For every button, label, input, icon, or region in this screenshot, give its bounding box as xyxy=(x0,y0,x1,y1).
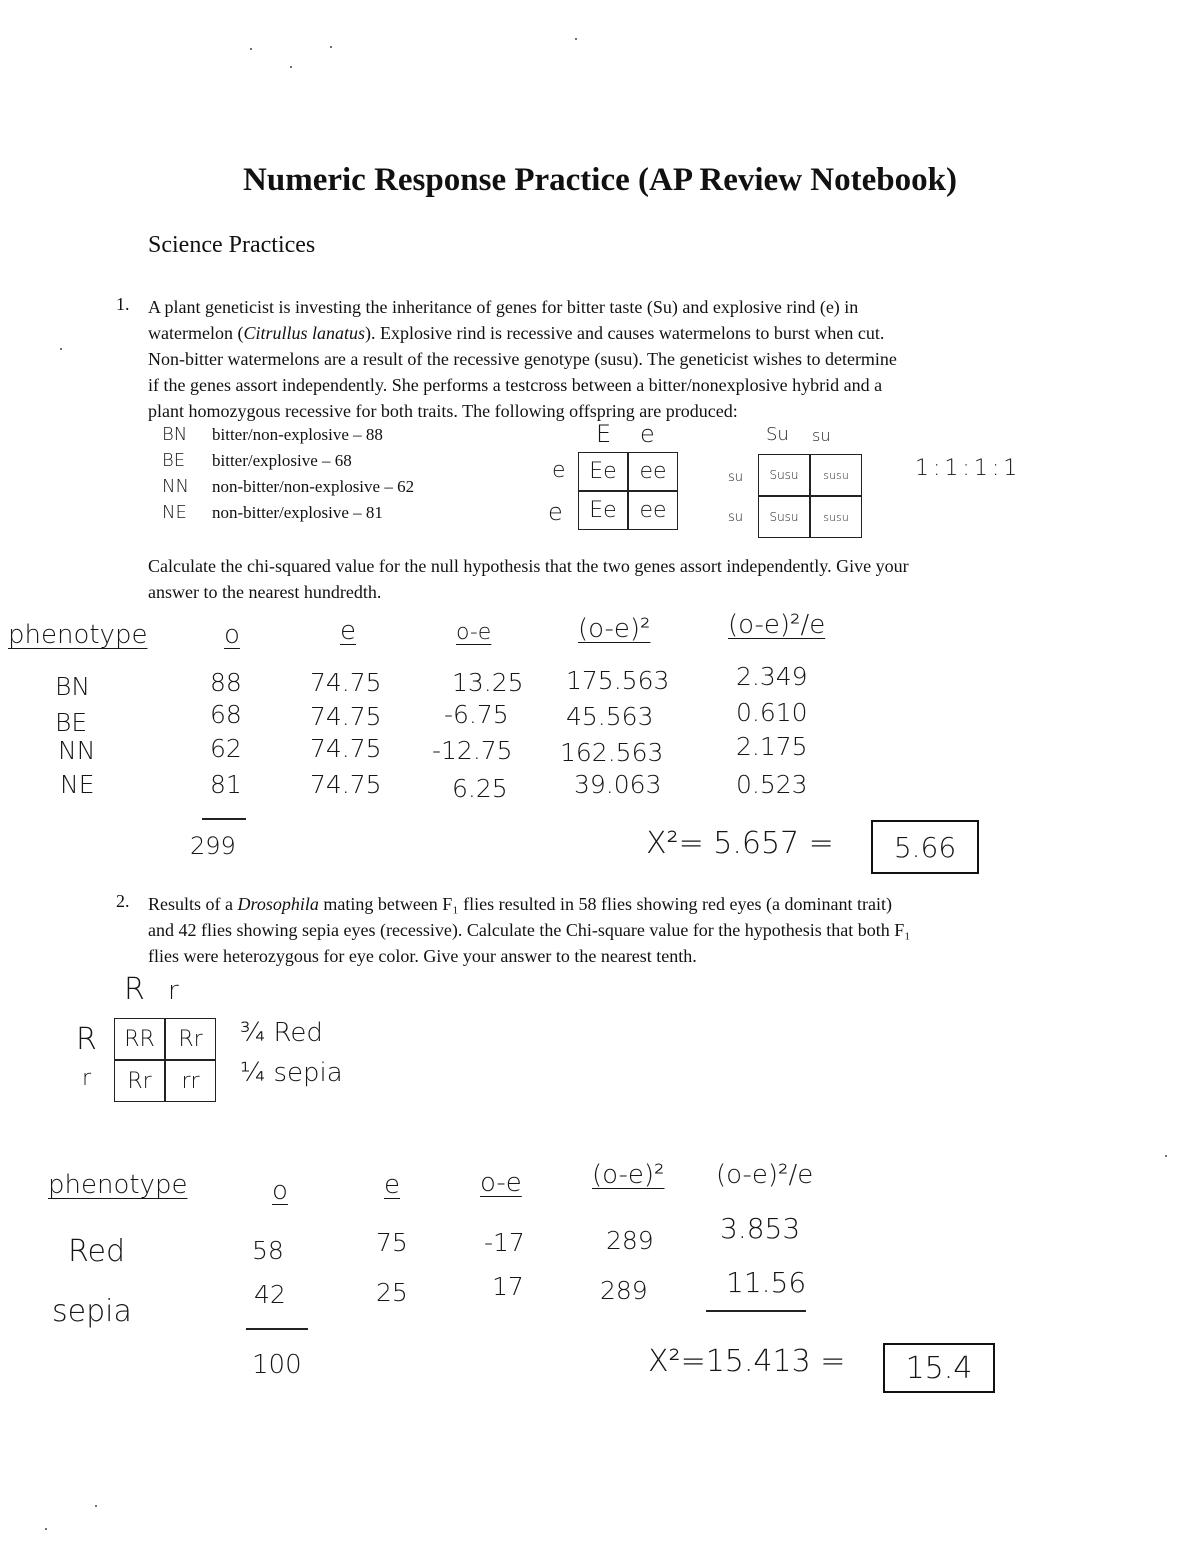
q1-line: watermelon (Citrullus lanatus). Explosive rind is recessive and causes watermelons to burst when cut. xyxy=(148,323,885,343)
punnett-cell: susu xyxy=(810,454,862,496)
question-number: 1. xyxy=(116,294,130,314)
q1-line: plant homozygous recessive for both traits. The following offspring are produced: xyxy=(148,401,738,421)
q1-line: Non-bitter watermelons are a result of the recessive genotype (susu). The geneticist wishes to determine xyxy=(148,349,897,369)
header-expected: e xyxy=(340,616,356,646)
header-phenotype: phenotype xyxy=(48,1170,188,1200)
page-title: Numeric Response Practice (AP Review Notebook) xyxy=(243,162,957,198)
speck xyxy=(45,1528,47,1530)
header-expected: e xyxy=(384,1170,400,1200)
row-phenotype: Red xyxy=(68,1234,125,1269)
q1-prompt: Calculate the chi-squared value for the null hypothesis that the two genes assort independently. Give your answer to the nearest hundredth. xyxy=(148,556,909,602)
punnett-col-label: r xyxy=(168,976,179,1006)
question-number: 2. xyxy=(116,891,130,911)
punnett-row-label: r xyxy=(82,1066,92,1091)
punnett-row-label: e xyxy=(548,498,563,526)
punnett-row-label: su xyxy=(728,510,744,525)
row-chi-term: 3.853 xyxy=(720,1212,801,1245)
row-expected: 74.75 xyxy=(310,734,382,763)
punnett-square-su xyxy=(758,454,862,538)
q2-line: and 42 flies showing sepia eyes (recessive). Calculate the Chi-square value for the hypothesis that both F₁ xyxy=(148,920,911,940)
row-square: 39.063 xyxy=(574,770,662,799)
total-observed: 299 xyxy=(190,832,236,860)
punnett-row-label: su xyxy=(728,470,744,485)
row-diff: 6.25 xyxy=(452,774,508,803)
punnett-cell: susu xyxy=(810,496,862,538)
row-square: 162.563 xyxy=(560,738,664,767)
q2-line: Results of a Drosophila mating between F₁ flies resulted in 58 flies showing red eyes (a dominant trait) xyxy=(148,894,892,914)
row-chi-term: 11.56 xyxy=(726,1266,807,1299)
row-observed: 68 xyxy=(210,700,242,729)
row-diff: 17 xyxy=(492,1272,524,1301)
row-observed: 62 xyxy=(210,734,242,763)
answer-box: 15.4 xyxy=(883,1343,995,1393)
fraction-red: ¾ Red xyxy=(240,1018,323,1048)
section-heading: Science Practices xyxy=(148,232,316,258)
row-square: 45.563 xyxy=(566,702,654,731)
row-observed: 42 xyxy=(254,1280,286,1309)
offspring-item: non-bitter/explosive – 81 xyxy=(212,503,383,522)
punnett-row-label: R xyxy=(76,1022,97,1057)
header-observed: o xyxy=(272,1176,288,1206)
row-expected: 75 xyxy=(376,1228,408,1257)
header-observed: o xyxy=(224,620,240,650)
punnett-cell: ee xyxy=(628,491,678,530)
row-diff: -12.75 xyxy=(432,736,513,765)
punnett-col-label: E xyxy=(596,420,612,448)
header-o-minus-e: o-e xyxy=(456,620,492,645)
row-expected: 25 xyxy=(376,1278,408,1307)
sum-line xyxy=(246,1328,308,1330)
speck xyxy=(290,66,292,68)
row-chi-term: 0.523 xyxy=(736,770,808,799)
row-expected: 74.75 xyxy=(310,702,382,731)
speck xyxy=(60,348,62,350)
row-phenotype: BN xyxy=(55,672,91,701)
q2-line: flies were heterozygous for eye color. Give your answer to the nearest tenth. xyxy=(148,946,697,966)
punnett-cell: Ee xyxy=(578,452,628,491)
punnett-col-label: R xyxy=(124,972,145,1007)
question-1-text xyxy=(148,294,1108,424)
speck xyxy=(1165,1155,1167,1157)
species-name: Drosophila xyxy=(237,894,319,914)
row-phenotype: sepia xyxy=(52,1294,132,1329)
fraction-sepia: ¼ sepia xyxy=(240,1058,343,1088)
speck xyxy=(95,1505,97,1507)
row-observed: 81 xyxy=(210,770,242,799)
species-name: Citrullus lanatus xyxy=(243,323,365,343)
row-square: 289 xyxy=(606,1226,654,1255)
row-chi-term: 2.349 xyxy=(736,662,808,691)
header-squared: (o-e)² xyxy=(592,1160,665,1190)
row-expected: 74.75 xyxy=(310,668,382,697)
punnett-cell: Susu xyxy=(758,454,810,496)
sum-line xyxy=(706,1310,806,1312)
row-chi-term: 2.175 xyxy=(736,732,808,761)
offspring-item: non-bitter/non-explosive – 62 xyxy=(212,477,415,496)
header-phenotype: phenotype xyxy=(8,620,148,650)
chi-square-expression: X²=15.413 = xyxy=(648,1344,846,1379)
header-chi-term: (o-e)²/e xyxy=(716,1160,814,1190)
row-square: 289 xyxy=(600,1276,648,1305)
row-chi-term: 0.610 xyxy=(736,698,808,727)
offspring-list: BN bitter/non-explosive – 88 BE bitter/explosive – 68 NN non-bitter/non-explosive – 62 NE non-bitter/explosive – 81 xyxy=(162,424,415,523)
punnett-cell: rr xyxy=(165,1060,216,1102)
row-phenotype: BE xyxy=(55,708,88,737)
question-2-text xyxy=(148,891,1148,969)
row-expected: 74.75 xyxy=(310,770,382,799)
row-observed: 88 xyxy=(210,668,242,697)
total-observed: 100 xyxy=(252,1350,302,1380)
q1-line: if the genes assort independently. She performs a testcross between a bitter/nonexplosive hybrid and a xyxy=(148,375,883,395)
punnett-cell: Susu xyxy=(758,496,810,538)
punnett-row-label: e xyxy=(552,458,566,483)
header-o-minus-e: o-e xyxy=(480,1168,522,1198)
punnett-cell: Ee xyxy=(578,491,628,530)
punnett-col-label: su xyxy=(812,426,831,445)
speck xyxy=(575,38,577,40)
punnett-cell: Rr xyxy=(165,1018,216,1060)
punnett-col-label: Su xyxy=(766,424,789,445)
answer-box: 5.66 xyxy=(871,820,979,874)
offspring-item: bitter/explosive – 68 xyxy=(212,451,352,470)
offspring-item: bitter/non-explosive – 88 xyxy=(212,425,383,444)
punnett-square-r xyxy=(114,1018,216,1102)
header-squared: (o-e)² xyxy=(578,614,651,644)
punnett-cell: ee xyxy=(628,452,678,491)
row-phenotype: NN xyxy=(58,736,96,765)
punnett-cell: RR xyxy=(114,1018,165,1060)
row-observed: 58 xyxy=(252,1236,284,1265)
speck xyxy=(330,46,332,48)
punnett-col-label: e xyxy=(640,420,655,448)
row-diff: -6.75 xyxy=(444,700,509,729)
row-square: 175.563 xyxy=(566,666,670,695)
chi-square-expression: X²= 5.657 = xyxy=(646,826,834,861)
row-diff: 13.25 xyxy=(452,668,524,697)
row-phenotype: NE xyxy=(60,770,95,799)
punnett-square-e xyxy=(578,452,678,530)
q1-line: A plant geneticist is investing the inheritance of genes for bitter taste (Su) and explosive rind (e) in xyxy=(148,297,859,317)
header-chi-term: (o-e)²/e xyxy=(728,610,826,640)
speck xyxy=(250,48,252,50)
ratio: 1:1:1:1 xyxy=(915,456,1022,481)
sum-line xyxy=(202,818,246,820)
row-diff: -17 xyxy=(484,1228,525,1257)
punnett-cell: Rr xyxy=(114,1060,165,1102)
